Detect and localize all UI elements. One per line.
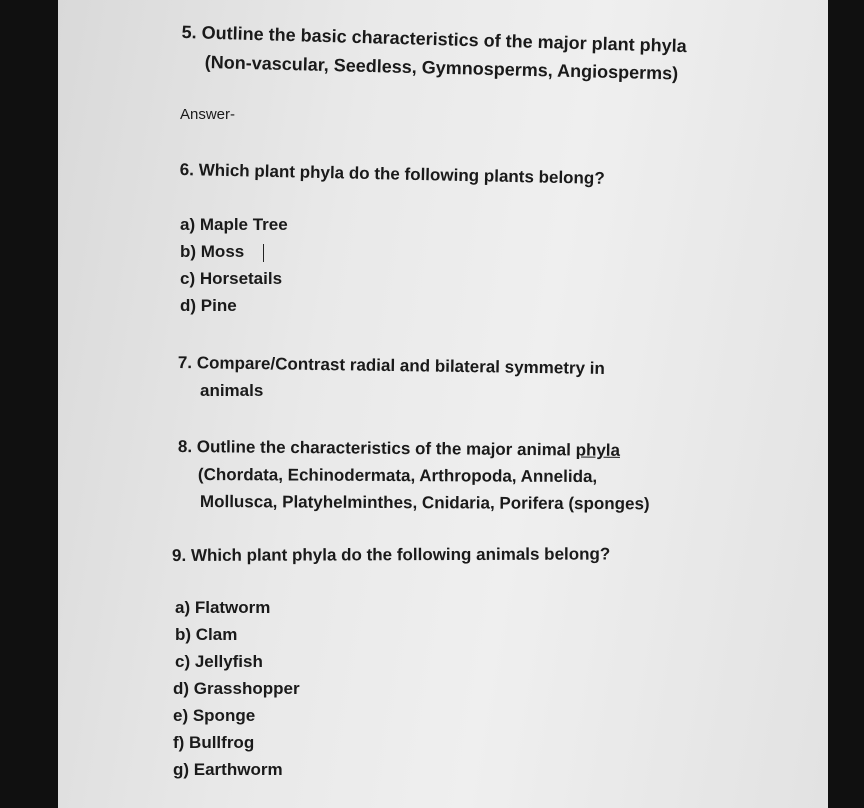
plant-item-d: d) Pine: [180, 296, 237, 315]
question-8-underlined-word: phyla: [575, 440, 621, 460]
answer-label: Answer-: [180, 106, 236, 123]
question-8-line-3: Mollusca, Platyhelminthes, Cnidaria, Porifera (sponges): [199, 492, 650, 514]
animal-item-f: f) Bullfrog: [173, 733, 255, 752]
question-5-line-2: (Non-vascular, Seedless, Gymnosperms, Angiosperms): [204, 52, 679, 84]
question-8-line-1: [178, 437, 620, 461]
animal-item-a: a) Flatworm: [175, 598, 271, 617]
animal-item-c: c) Jellyfish: [175, 652, 263, 671]
question-9-line-1: 9. Which plant phyla do the following animals belong?: [172, 544, 611, 565]
question-8-line-2: (Chordata, Echinodermata, Arthropoda, Annelida,: [197, 465, 598, 487]
question-7-line-1: 7. Compare/Contrast radial and bilateral symmetry in: [177, 353, 605, 378]
question-8-text: 8. Outline the characteristics of the major animal: [177, 437, 576, 460]
animal-item-g: g) Earthworm: [173, 760, 283, 779]
animal-item-d: d) Grasshopper: [173, 679, 300, 698]
plant-item-c: c) Horsetails: [180, 269, 283, 288]
animal-item-b: b) Clam: [175, 625, 238, 644]
plant-item-b: b) Moss: [180, 242, 245, 261]
question-5-line-1: 5. Outline the basic characteristics of the major plant phyla: [181, 22, 687, 57]
question-7-line-2: animals: [200, 381, 264, 400]
plant-item-a: a) Maple Tree: [180, 215, 288, 234]
question-6-line-1: 6. Which plant phyla do the following plants belong?: [179, 160, 605, 188]
animal-item-e: e) Sponge: [173, 706, 256, 725]
text-cursor-icon: [263, 244, 264, 262]
